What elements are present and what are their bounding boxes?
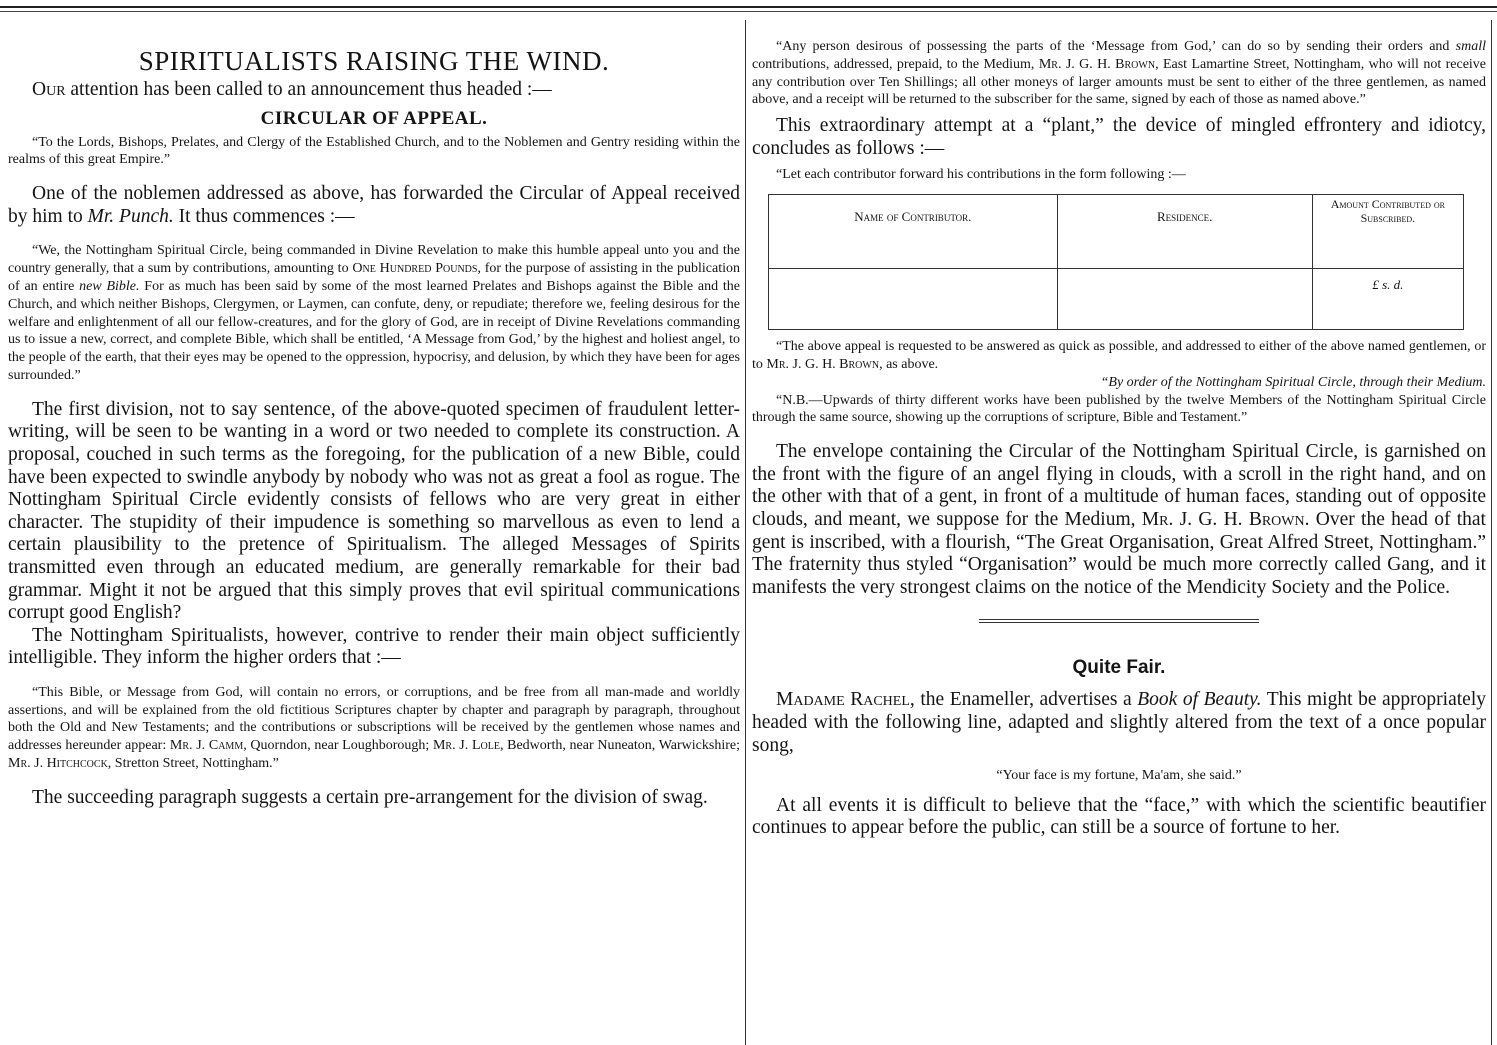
quote-3-text-b: contributions, addressed, prepaid, to the Medium, — [752, 56, 1039, 72]
section-rule — [979, 619, 1259, 623]
column-divider — [745, 20, 746, 1045]
quote-2-text: “This Bible, or Message from God, will contain no errors, or corruptions, and be free from all man-made and worldly assertions, and will be explained from the old fictitious Scriptures chapter by chapter and paragraph by paragraph, throughout both the Old and New Testaments; and the contributions or subscriptions will be received by the gentlemen whose names and addresses hereunder appear: — [8, 684, 740, 754]
quote-3-small: small — [1455, 39, 1486, 54]
page-edge-rule — [1491, 20, 1492, 1045]
quote-2 — [8, 684, 740, 773]
paragraph-1 — [8, 183, 740, 228]
paragraph-2: The first division, not to say sentence, of the above-quoted specimen of fraudulent letter-writing, will be seen to be wanting in a word or two needed to complete its construction. A proposal, couched in such terms as the foregoing, for the publication of a new Bible, could have been expected to swindle anybody by nobody who was not as great a fool as rogue. The Nottingham Spiritual Circle evidently consists of fellows who are very great in either character. The stupidity of their impudence is something so marvellous as even to lend a certain plausibility to the pretence of Spiritualism. The alleged Messages of Spirits transmitted even through an educated medium, are generally remarkable for their bad grammar. Might it not be argued that this simply proves that evil spiritual communications corrupt good English? — [8, 398, 740, 624]
paragraph-4: The succeeding paragraph suggests a certain pre-arrangement for the division of swag. — [32, 786, 708, 808]
cell-residence-blank — [1057, 269, 1312, 330]
book-of-beauty: Book of Beauty. — [1137, 689, 1262, 711]
paragraph-6-text: The envelope containing the Circular of the Nottingham Spiritual Circle, is garnished on the front with the figure of an angel flying in clouds, with a scroll in the right hand, and on the other with that of a gent, in front of a multitude of human faces, standing out of opposite clouds, and meant, we suppose for the Medium, — [752, 441, 1486, 530]
quote-2-name-camm: Mr. J. Camm — [169, 738, 244, 754]
quite-fair-heading: Quite Fair. — [1072, 657, 1166, 679]
header-amount: Amount Contributed or Subscribed. — [1312, 195, 1463, 269]
contribution-form-table — [768, 194, 1464, 330]
paragraph-1-text: One of the noblemen addressed as above, has forwarded the Circular of Appeal received by him to — [8, 183, 740, 227]
intro-lead: Our — [32, 79, 66, 100]
quote-4-text-b: , as above. — [879, 356, 939, 372]
paragraph-6-name-brown: Mr. J. G. H. Brown. — [1141, 508, 1310, 530]
top-rule — [0, 6, 1497, 8]
circular-address: “To the Lords, Bishops, Prelates, and Clergy of the Established Church, and to the Noblemen and Gentry residing within the realms of this great Empire.” — [8, 134, 740, 168]
quote-1-text: “We, the Nottingham Spiritual Circle, being commanded in Divine Revelation to make this humble appeal unto you and the country generally, that a sum by contributions, amounting to — [8, 243, 740, 277]
left-column — [8, 20, 740, 1045]
quote-4-name-brown: Mr. J. G. H. Brown — [766, 356, 880, 372]
intro-text: attention has been called to an announcement thus headed :— — [65, 79, 552, 100]
form-intro: “Let each contributor forward his contributions in the form following :— — [776, 167, 1186, 183]
paragraph-6-text-b: Over the head of that gent is inscribed, with a flourish, “The Great Organisation, Great Alfred Street, Nottingham.” The fraternity thus styled “Organisation” would be much more correctly called Gang, and it manifests the very strongest claims on the notice of the Mendicity Society and the Police. — [752, 508, 1486, 598]
paragraph-3: The Nottingham Spiritualists, however, contrive to render their main object sufficiently intelligible. They inform the higher orders that :— — [8, 624, 740, 669]
intro-paragraph — [8, 79, 740, 102]
song-line: “Your face is my fortune, Ma'am, she said.” — [996, 768, 1242, 784]
paragraph-8: At all events it is difficult to believe that the “face,” with which the scientific beautifier continues to appear before the public, can still be a source of fortune to her. — [752, 794, 1486, 839]
header-name-of-contributor: Name of Contributor. — [769, 195, 1058, 269]
quote-4 — [752, 338, 1486, 374]
quote-2-name-lole: Mr. J. Lole — [432, 738, 500, 754]
circular-heading: CIRCULAR OF APPEAL. — [260, 107, 488, 129]
quote-2-text-c: , Bedworth, near Nuneaton, Warwickshire; — [499, 738, 740, 754]
quote-3-name-brown: Mr. J. G. H. Brown — [1038, 56, 1156, 72]
quote-4-text: “The above appeal is requested to be answered as quick as possible, and addressed to either of the above named gentlemen, or to — [752, 339, 1486, 372]
quote-3 — [752, 38, 1486, 109]
paragraph-7-text: , the Enameller, advertises a — [909, 689, 1138, 711]
quote-2-text-b: , Quorndon, near Loughborough; — [243, 738, 433, 754]
madame-rachel: Madame Rachel — [776, 689, 910, 711]
quote-1-text-b: , for the purpose of assisting in the publication of an entire — [8, 261, 740, 294]
quote-1-sum: One Hundred Pounds — [352, 261, 478, 277]
quote-3-text: “Any person desirous of possessing the parts of the ‘Message from God,’ can do so by sending their orders and — [776, 39, 1456, 54]
paragraph-1-end: It thus commences :— — [173, 205, 355, 227]
quote-1 — [8, 242, 740, 384]
right-column — [752, 20, 1486, 1045]
top-rule-thin — [0, 11, 1497, 12]
paragraph-7 — [752, 689, 1486, 757]
cell-amount-lsd: £ s. d. — [1312, 269, 1463, 330]
order-line: “By order of the Nottingham Spiritual Circle, through their Medium. — [1100, 374, 1486, 390]
paragraph-7-text-b: This might be appropriately headed with the following line, adapted and slightly altered from the text of a once popular song, — [752, 689, 1486, 756]
quote-2-text-d: , Stretton Street, Nottingham.” — [107, 756, 279, 772]
paragraph-6 — [752, 441, 1486, 599]
quote-3-text-c: , East Lamartine Street, Nottingham, who will not receive any contribution over Ten Shillings; all other moneys of larger amounts must be sent to either of the three gentlemen, as named above, and a receipt will be returned to the subscriber for the same, signed by each of those as named above.” — [752, 56, 1486, 108]
cell-name-blank — [769, 269, 1058, 330]
header-residence: Residence. — [1057, 195, 1312, 269]
article-title: SPIRITUALISTS RAISING THE WIND. — [138, 46, 610, 76]
quote-2-name-hitchcock: Mr. J. Hitchcock — [8, 756, 108, 772]
paragraph-5: This extraordinary attempt at a “plant,” the device of mingled effrontery and idiotcy, concludes as follows :— — [752, 115, 1486, 159]
quote-1-text-c: For as much has been said by some of the most learned Prelates and Bishops against the Bible and the Church, and which neither Bishops, Clergymen, or Laymen, can confute, deny, or repudiate; therefore we, feeling desirous for the welfare and enlightenment of all our fellow-creatures, and for the glory of God, are in receipt of Divine Revelations commanding us to issue a new, correct, and complete Bible, which shall be entitled, ‘A Message from God,’ by the highest and holiest angel, to the people of the earth, that their eyes may be opened to the oppression, hypocrisy, and delusion, by which they have been for ages surrounded.” — [8, 278, 740, 383]
quote-1-new-bible: new Bible. — [79, 278, 140, 294]
mr-punch: Mr. Punch. — [87, 205, 174, 227]
nb-note: “N.B.—Upwards of thirty different works have been published by the twelve Members of the Nottingham Spiritual Circle through the same source, showing up the corruptions of scripture, Bible and Testament.” — [752, 392, 1486, 426]
